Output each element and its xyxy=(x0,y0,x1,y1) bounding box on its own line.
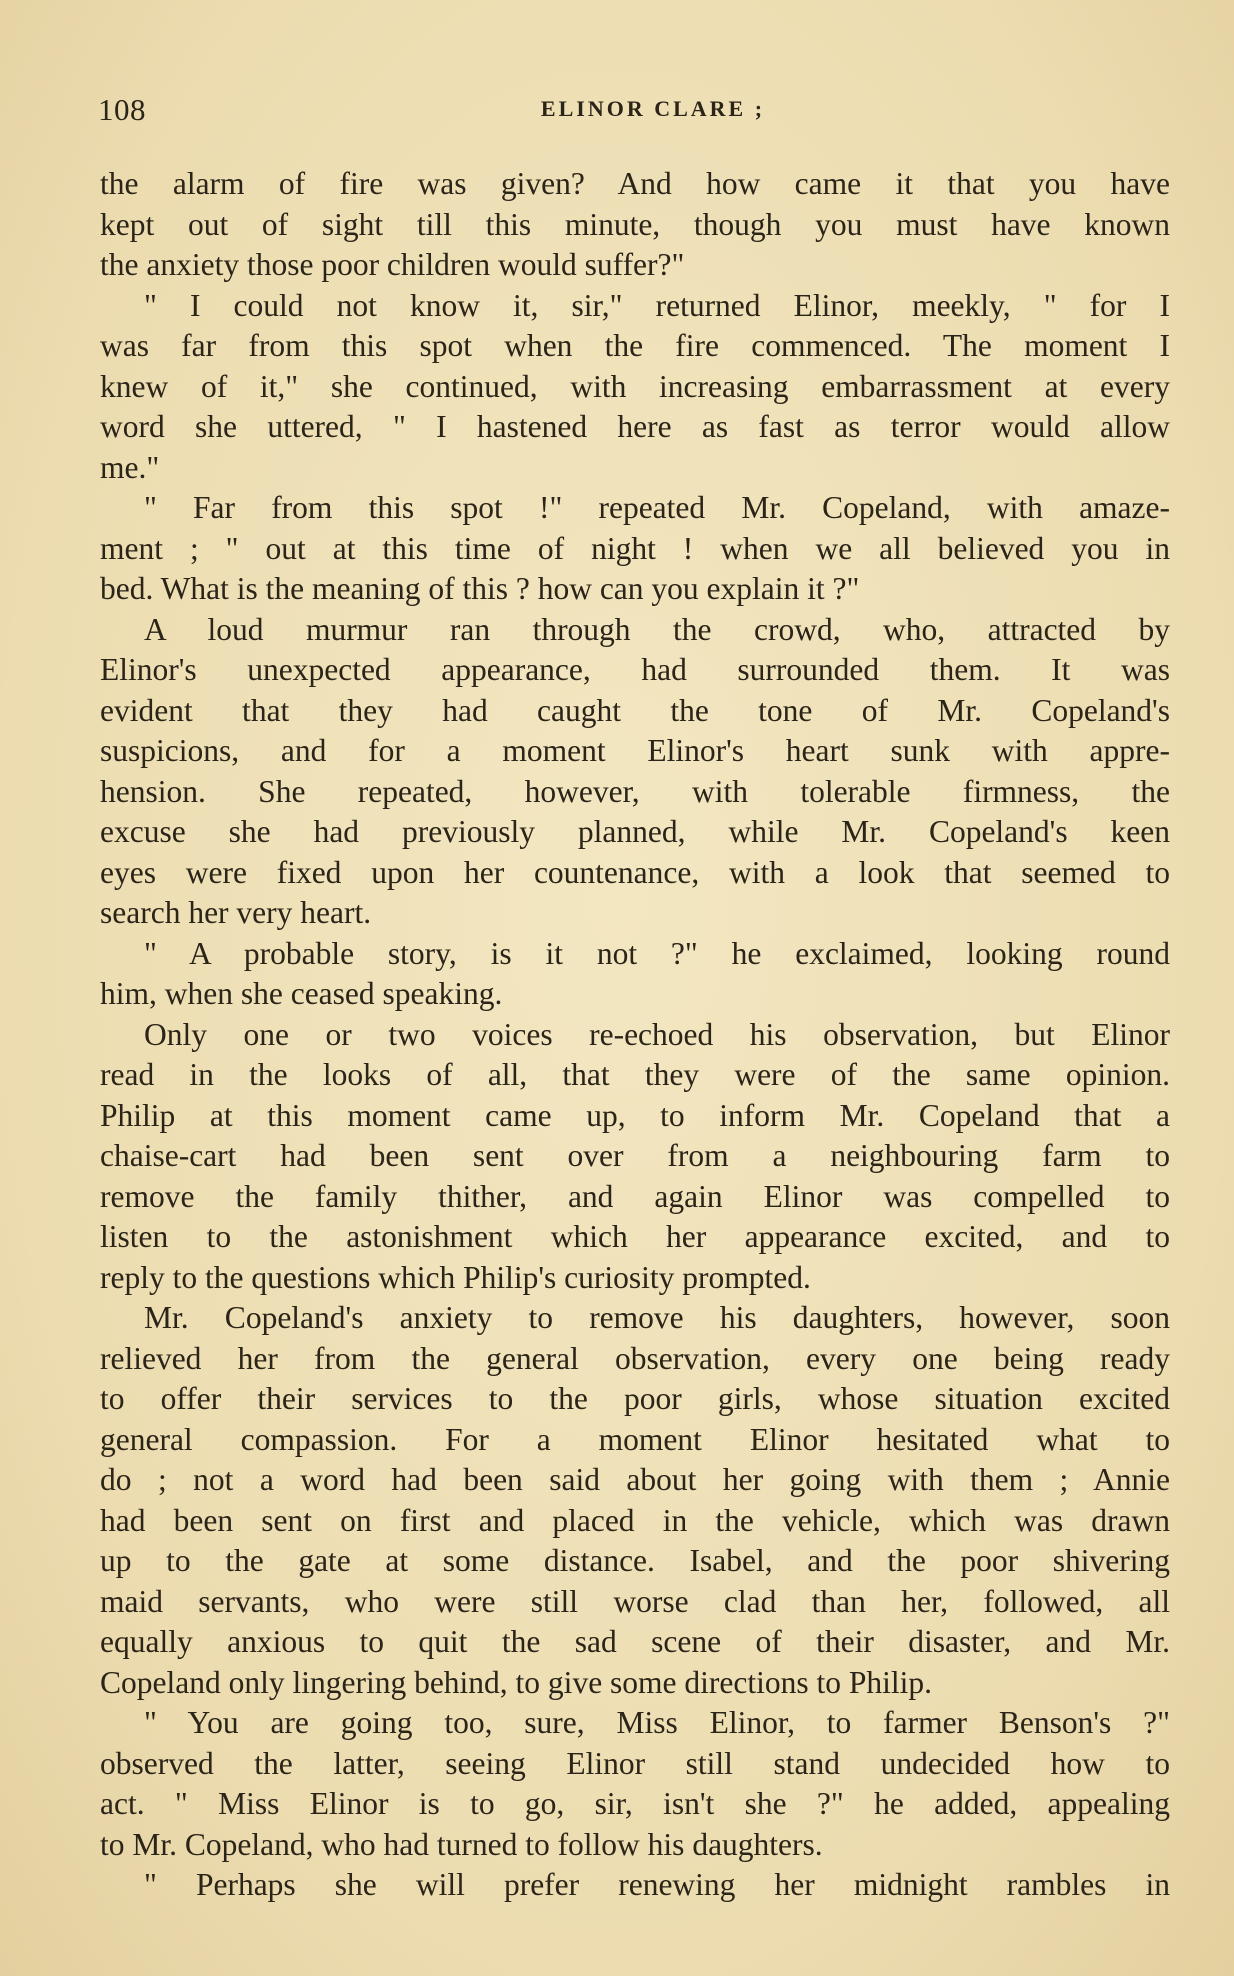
text-line: chaise-cart had been sent over from a neighbouring farm to xyxy=(100,1138,1170,1173)
text-line: Philip at this moment came up, to inform Mr. Copeland that a xyxy=(100,1097,1170,1133)
text-line: knew of it," she continued, with increasing embarrassment at every xyxy=(100,368,1170,404)
text-line: ment ; " out at this time of night ! when we all believed you in xyxy=(100,530,1170,566)
text-line: " A probable story, is it not ?" he exclaimed, looking round xyxy=(144,935,1170,971)
text-line: suspicions, and for a moment Elinor's heart sunk with appre- xyxy=(100,733,1170,768)
text-line: equally anxious to quit the sad scene of their disaster, and Mr. xyxy=(100,1624,1170,1659)
text-line: listen to the astonishment which her appearance excited, and to xyxy=(100,1219,1170,1254)
text-line: the anxiety those poor children would suffer?" xyxy=(100,247,685,282)
text-line: bed. What is the meaning of this ? how can you explain it ?" xyxy=(100,571,860,606)
text-line: general compassion. For a moment Elinor hesitated what to xyxy=(100,1421,1170,1457)
text-line: to Mr. Copeland, who had turned to follow his daughters. xyxy=(100,1826,823,1862)
text-line: eyes were fixed upon her countenance, with a look that seemed to xyxy=(100,854,1170,890)
text-line: search her very heart. xyxy=(100,895,372,930)
text-line: " Far from this spot !" repeated Mr. Copeland, with amaze- xyxy=(144,490,1170,525)
text-line: reply to the questions which Philip's curiosity prompted. xyxy=(100,1259,811,1295)
page-number: 108 xyxy=(98,92,146,127)
text-line: evident that they had caught the tone of Mr. Copeland's xyxy=(100,692,1170,728)
text-line: " You are going too, sure, Miss Elinor, to farmer Benson's ?" xyxy=(144,1705,1170,1740)
text-line: him, when she ceased speaking. xyxy=(100,976,503,1011)
text-line: me." xyxy=(100,449,160,485)
text-line: hension. She repeated, however, with tolerable firmness, the xyxy=(100,773,1170,809)
text-line: " Perhaps she will prefer renewing her midnight rambles in xyxy=(144,1867,1170,1902)
text-line: " I could not know it, sir," returned Elinor, meekly, " for I xyxy=(144,287,1170,323)
body-text xyxy=(100,164,1170,1906)
text-line: excuse she had previously planned, while Mr. Copeland's keen xyxy=(100,814,1170,849)
text-line: Only one or two voices re-echoed his observation, but Elinor xyxy=(144,1016,1170,1052)
text-line: kept out of sight till this minute, though you must have known xyxy=(100,206,1170,242)
text-line: up to the gate at some distance. Isabel, and the poor shivering xyxy=(100,1543,1170,1578)
text-line: remove the family thither, and again Elinor was compelled to xyxy=(100,1178,1170,1214)
text-line: A loud murmur ran through the crowd, who, attracted by xyxy=(144,611,1170,647)
text-line: to offer their services to the poor girls, whose situation excited xyxy=(100,1381,1170,1416)
text-line: word she uttered, " I hastened here as fast as terror would allow xyxy=(100,409,1170,444)
text-line: the alarm of fire was given? And how came it that you have xyxy=(100,166,1170,201)
text-line: read in the looks of all, that they were of the same opinion. xyxy=(100,1057,1170,1092)
text-line: Elinor's unexpected appearance, had surrounded them. It was xyxy=(100,652,1170,687)
running-head: ELINOR CLARE ; xyxy=(540,96,766,121)
text-line: Mr. Copeland's anxiety to remove his daughters, however, soon xyxy=(144,1300,1170,1335)
page-header xyxy=(98,92,1178,132)
text-line: do ; not a word had been said about her going with them ; Annie xyxy=(100,1462,1170,1497)
text-line: had been sent on first and placed in the vehicle, which was drawn xyxy=(100,1502,1170,1538)
text-line: was far from this spot when the fire commenced. The moment I xyxy=(100,328,1170,363)
text-line: act. " Miss Elinor is to go, sir, isn't she ?" he added, appealing xyxy=(100,1786,1170,1821)
text-line: observed the latter, seeing Elinor still stand undecided how to xyxy=(100,1745,1170,1781)
text-line: maid servants, who were still worse clad than her, followed, all xyxy=(100,1583,1170,1619)
text-line: Copeland only lingering behind, to give some directions to Philip. xyxy=(100,1664,933,1700)
text-line: relieved her from the general observation, every one being ready xyxy=(100,1340,1170,1376)
